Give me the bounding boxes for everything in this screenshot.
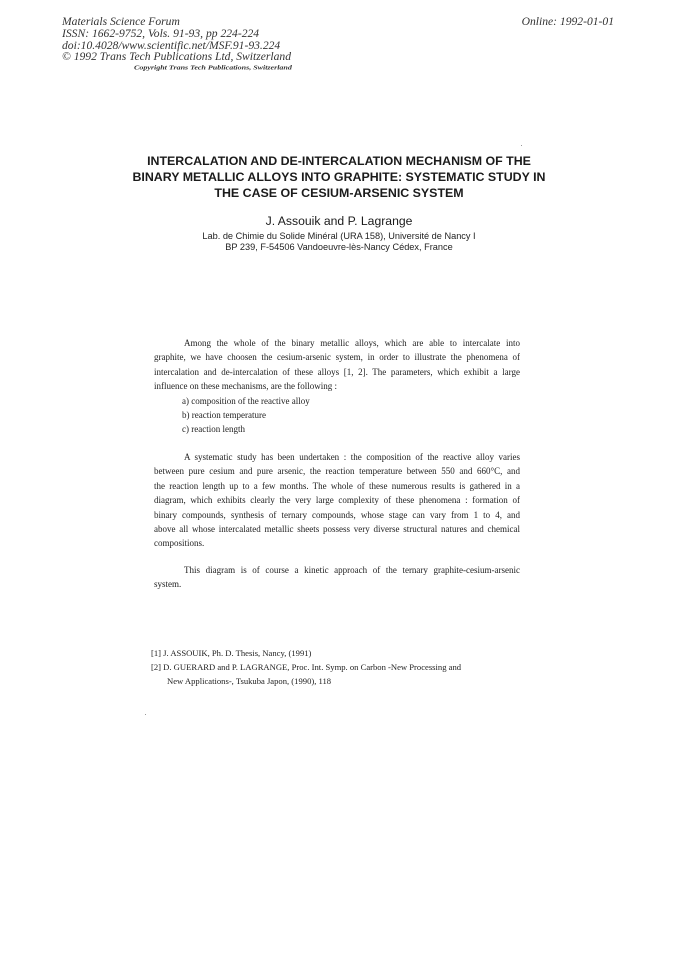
title-line: INTERCALATION AND DE-INTERCALATION MECHANISM OF THE xyxy=(147,154,531,168)
doi-line: doi:10.4028/www.scientific.net/MSF.91-93.224 xyxy=(62,38,281,52)
text-line: system. xyxy=(154,579,182,590)
paragraph-1 xyxy=(154,336,520,437)
text-line: the reaction length up to a few months. The whole of these numerous results is gathered in a xyxy=(154,480,520,491)
reference-item: New Applications-, Tsukuba Japon, (1990), 118 xyxy=(167,676,332,686)
copyright-stamp: Copyright Trans Tech Publications, Switzerland xyxy=(134,64,292,72)
authors: J. Assouik and P. Lagrange xyxy=(265,214,413,228)
journal-name: Materials Science Forum xyxy=(62,15,180,28)
scan-speck xyxy=(145,714,146,715)
references xyxy=(151,646,521,688)
affiliation-line: Lab. de Chimie du Solide Minéral (URA 158), Université de Nancy I xyxy=(202,231,476,241)
list-item: c) reaction length xyxy=(182,424,245,435)
text-line: between pure cesium and pure arsenic, the reaction temperature between 550 and 660°C, and xyxy=(154,466,520,477)
reference-item: [2] D. GUERARD and P. LAGRANGE, Proc. Int. Symp. on Carbon -New Processing and xyxy=(151,662,462,672)
list-item: b) reaction temperature xyxy=(182,410,266,421)
text-line: graphite, we have choosen the cesium-arsenic system, in order to illustrate the phenomena of xyxy=(154,352,520,363)
text-line: Among the whole of the binary metallic alloys, which are able to intercalate into xyxy=(184,338,520,348)
copyright-line: © 1992 Trans Tech Publications Ltd, Switzerland xyxy=(62,50,292,64)
text-line: A systematic study has been undertaken : the composition of the reactive alloy varies xyxy=(184,452,520,462)
text-line: influence on these mechanisms, are the following : xyxy=(154,381,337,392)
text-line: binary compounds, synthesis of ternary compounds, whose stage can vary from 1 to 4, and xyxy=(154,509,520,520)
text-line: intercalation and de-intercalation of these alloys [1, 2]. The parameters, which exhibit a large xyxy=(154,366,520,377)
reference-item: [1] J. ASSOUIK, Ph. D. Thesis, Nancy, (1991) xyxy=(151,648,312,658)
online-date: Online: 1992-01-01 xyxy=(521,15,614,28)
title-line: BINARY METALLIC ALLOYS INTO GRAPHITE: SYSTEMATIC STUDY IN xyxy=(132,170,546,184)
text-line: diagram, which exhibits clearly the very large complexity of these phenomena : formation of xyxy=(154,495,520,506)
text-line: above all whose intercalated metallic sheets possess very diverse structural natures and chemical xyxy=(154,524,520,535)
paragraph-2 xyxy=(154,450,520,551)
paragraph-3 xyxy=(154,563,520,592)
affiliation-line: BP 239, F-54506 Vandoeuvre-lès-Nancy Cédex, France xyxy=(225,242,453,252)
text-line: compositions. xyxy=(154,538,205,549)
text-line: This diagram is of course a kinetic approach of the ternary graphite-cesium-arsenic xyxy=(184,565,520,575)
scan-speck xyxy=(521,145,522,146)
affiliation xyxy=(100,231,578,253)
paper-title xyxy=(100,153,578,201)
title-line: THE CASE OF CESIUM-ARSENIC SYSTEM xyxy=(214,186,464,200)
publication-info xyxy=(62,16,291,63)
list-item: a) composition of the reactive alloy xyxy=(182,395,310,406)
issn-line: ISSN: 1662-9752, Vols. 91-93, pp 224-224 xyxy=(62,26,260,40)
